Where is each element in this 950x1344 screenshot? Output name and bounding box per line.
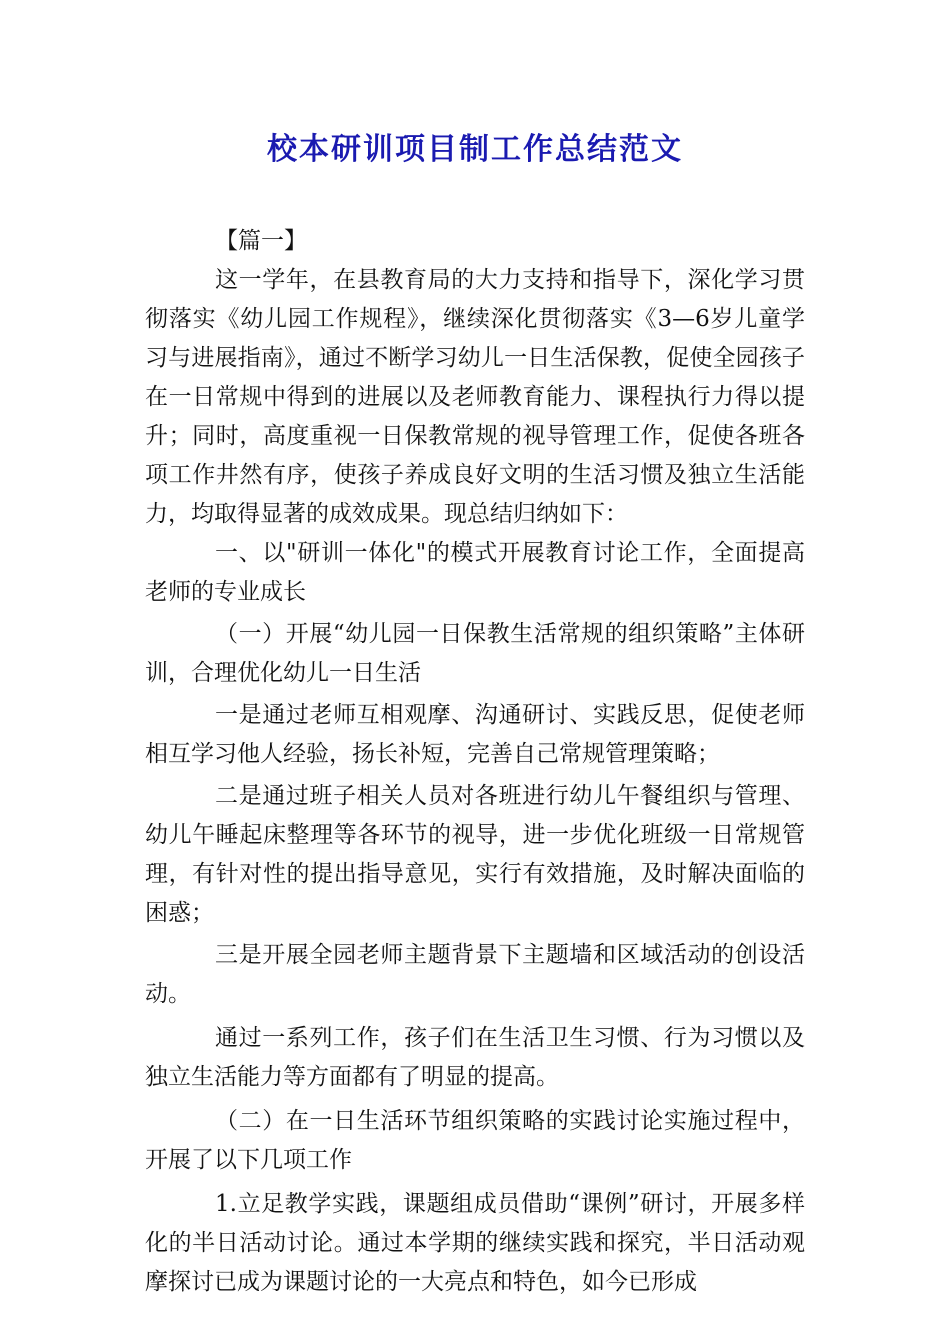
section-label: 【篇一】 bbox=[215, 228, 307, 254]
document-body bbox=[145, 222, 805, 1302]
paragraph-point-2: 二是通过班子相关人员对各班进行幼儿午餐组织与管理、幼儿午睡起床整理等各环节的视导，进一步优化班级一日常规管理，有针对性的提出指导意见，实行有效措施，及时解决面临的困惑； bbox=[145, 783, 805, 926]
paragraph-point-3: 三是开展全园老师主题背景下主题墙和区域活动的创设活动。 bbox=[145, 942, 805, 1007]
document-title: 校本研训项目制工作总结范文 bbox=[267, 132, 683, 167]
paragraph-item-1: 1.立足教学实践，课题组成员借助“课例”研讨，开展多样化的半日活动讨论。通过本学期的继续实践和探究，半日活动观摩探讨已成为课题讨论的一大亮点和特色，如今已形成 bbox=[145, 1191, 805, 1295]
paragraph-subheading-1: （一）开展“幼儿园一日保教生活常规的组织策略”主体研训，合理优化幼儿一日生活 bbox=[145, 621, 805, 686]
paragraph-point-1: 一是通过老师互相观摩、沟通研讨、实践反思，促使老师相互学习他人经验，扬长补短，完善自己常规管理策略； bbox=[145, 702, 805, 767]
paragraph-heading-1: 一、以"研训一体化"的模式开展教育讨论工作，全面提高老师的专业成长 bbox=[145, 540, 805, 605]
paragraph-subheading-2: （二）在一日生活环节组织策略的实践讨论实施过程中，开展了以下几项工作 bbox=[145, 1108, 805, 1173]
paragraph-summary: 通过一系列工作，孩子们在生活卫生习惯、行为习惯以及独立生活能力等方面都有了明显的提高。 bbox=[145, 1025, 805, 1090]
paragraph-intro: 这一学年，在县教育局的大力支持和指导下，深化学习贯彻落实《幼儿园工作规程》，继续深化贯彻落实《3—6岁儿童学习与进展指南》，通过不断学习幼儿一日生活保教，促使全园孩子在一日常规中得到的进展以及老师教育能力、课程执行力得以提升；同时，高度重视一日保教常规的视导管理工作，促使各班各项工作井然有序，使孩子养成良好文明的生活习惯及独立生活能力，均取得显著的成效成果。现总结归纳如下： bbox=[145, 267, 805, 527]
